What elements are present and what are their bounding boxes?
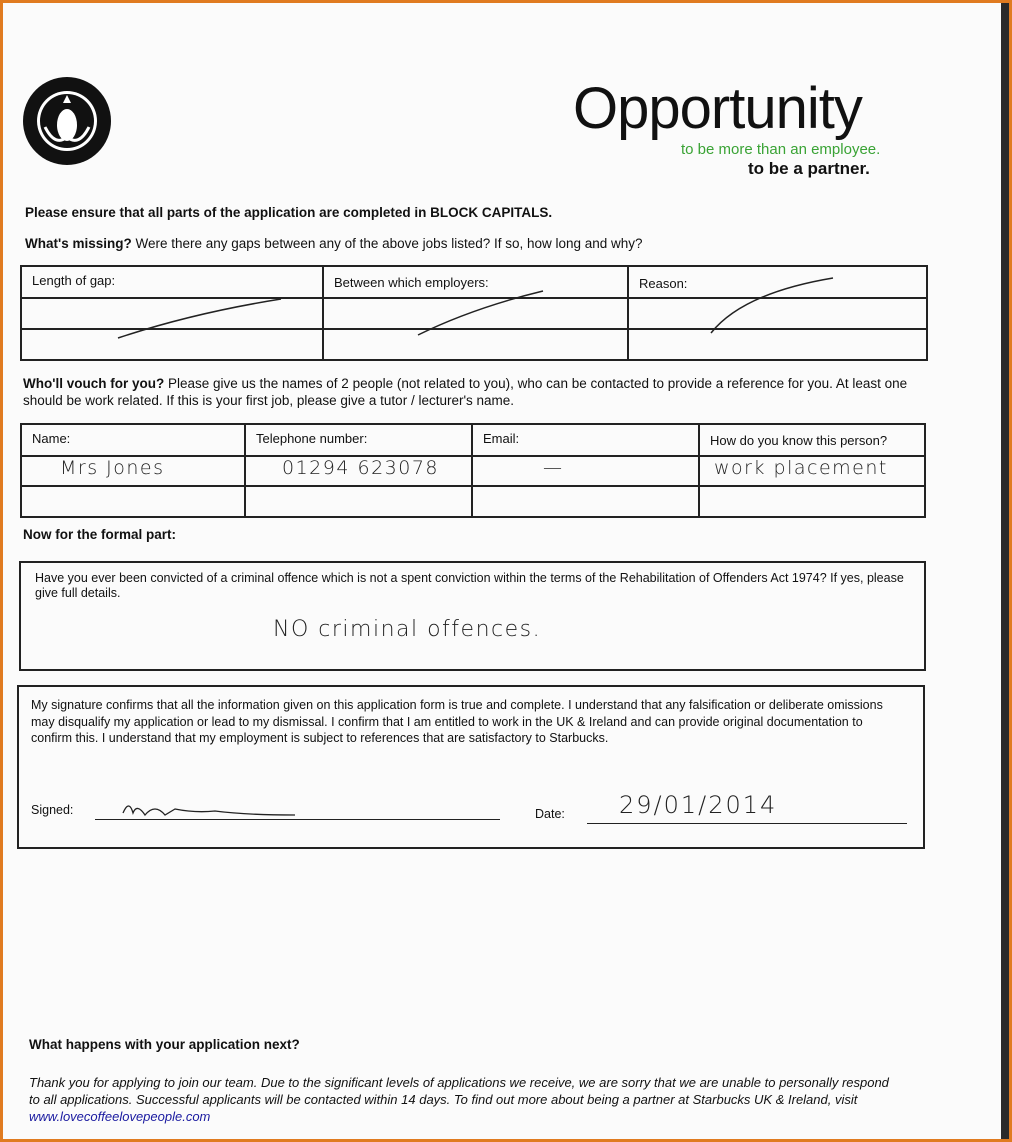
convictions-box <box>19 561 926 671</box>
date-label: Date: <box>535 807 565 821</box>
next-steps-heading: What happens with your application next? <box>29 1037 300 1052</box>
ref-relation-header: How do you know this person? <box>699 424 925 456</box>
signature-scribble <box>119 795 319 819</box>
opportunity-title: Opportunity <box>573 76 862 141</box>
ref-email-cell[interactable]: — <box>472 456 699 486</box>
date-line <box>587 823 907 824</box>
tagline-employee: to be more than an employee. <box>681 141 881 158</box>
signature-line[interactable] <box>95 819 500 820</box>
ref-relation-cell[interactable]: work placement <box>699 456 925 486</box>
ref-phone-header: Telephone number: <box>245 424 472 456</box>
tagline-partner: to be a partner. <box>748 159 870 178</box>
declaration-text: My signature confirms that all the information given on this application form is true and complete. I understand that any falsification or deliberate omissions may disqualify my application or lead to my dismissal. I confirm that I am entitled to work in the UK & Ireland and can provide original documentation to confirm this. I understand that my employment is subject to references that are satisfactory to Starbucks. <box>31 698 883 745</box>
ref-name-cell[interactable] <box>21 486 245 517</box>
gap-reason-header: Reason: <box>628 266 927 298</box>
next-steps-body: Thank you for applying to join our team. Due to the significant levels of applications we receive, we are sorry that we are unable to personally respond to all applications. Successful applicants will be contacted within 14 days. To find out more about being a partner at Starbucks UK & Ireland, visit <box>29 1075 889 1107</box>
references-heading: Who'll vouch for you? <box>23 376 165 391</box>
gap-length-header: Length of gap: <box>21 266 323 298</box>
references-question-text: Please give us the names of 2 people (not related to you), who can be contacted to provide a reference for you. At least one should be work related. If this is your first job, please give a tutor / lecturer's name. <box>23 376 908 408</box>
declaration-box <box>17 685 925 849</box>
gaps-heading: What's missing? <box>25 236 132 251</box>
formal-heading: Now for the formal part: <box>23 527 177 542</box>
ref-email-header: Email: <box>472 424 699 456</box>
ref-name-header: Name: <box>21 424 245 456</box>
ref-email-cell[interactable] <box>472 486 699 517</box>
website-link[interactable]: www.lovecoffeelovepeople.com <box>29 1109 211 1124</box>
next-steps-text <box>29 1074 899 1125</box>
signed-label: Signed: <box>31 803 74 817</box>
ref-phone-cell[interactable] <box>245 486 472 517</box>
gaps-question <box>25 236 643 251</box>
block-capitals-instruction: Please ensure that all parts of the application are completed in BLOCK CAPITALS. <box>25 205 553 220</box>
references-table <box>20 423 926 518</box>
convictions-answer[interactable]: NO criminal offences. <box>273 617 542 642</box>
ref-name-cell[interactable]: Mrs Jones <box>21 456 245 486</box>
strike-through-marks <box>3 263 1003 363</box>
starbucks-logo <box>21 75 117 171</box>
date-value[interactable]: 29/01/2014 <box>619 791 778 819</box>
convictions-question: Have you ever been convicted of a criminal offence which is not a spent conviction within the terms of the Rehabilitation of Offenders Act 1974? If yes, please give full details. <box>35 571 904 600</box>
ref-phone-cell[interactable]: 01294 623078 <box>245 456 472 486</box>
ref-relation-cell[interactable] <box>699 486 925 517</box>
references-question <box>23 375 923 409</box>
gaps-question-text: Were there any gaps between any of the above jobs listed? If so, how long and why? <box>131 236 643 251</box>
gap-employers-header: Between which employers: <box>323 266 628 298</box>
